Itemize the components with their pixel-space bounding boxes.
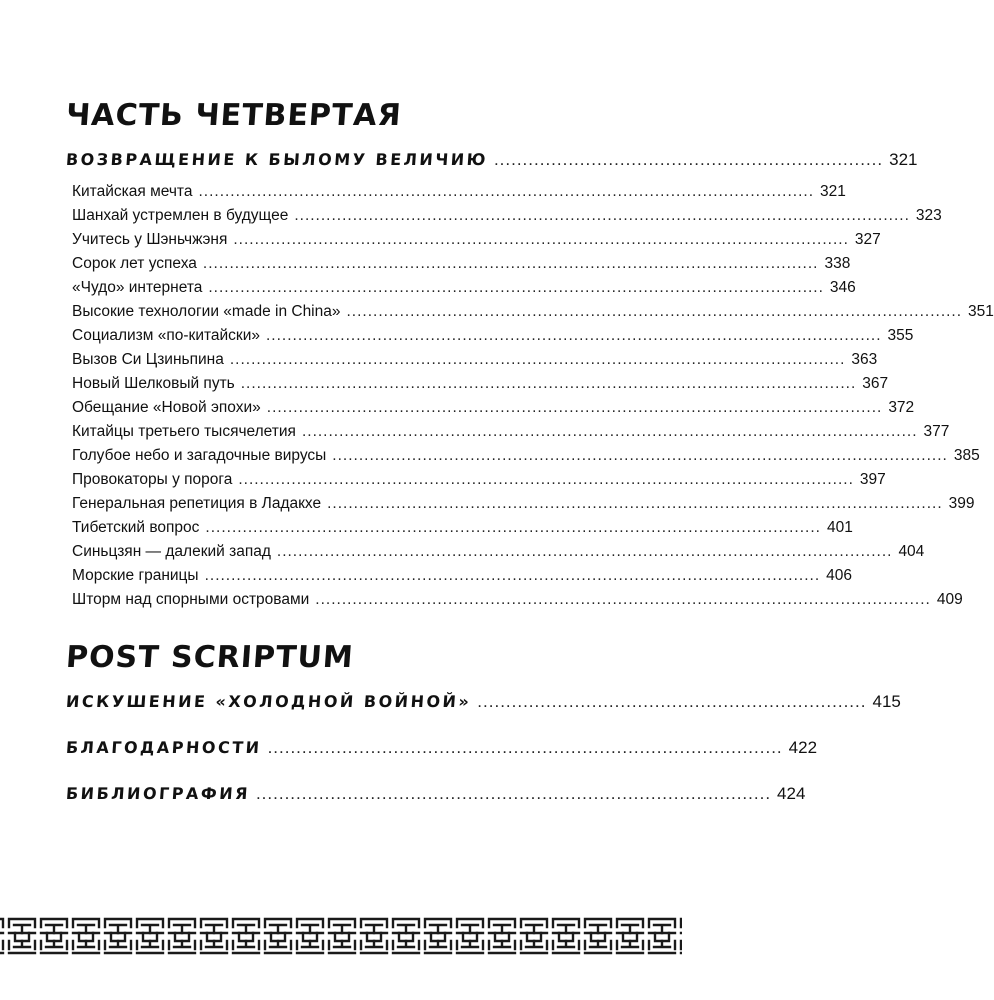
toc-item-label: Социализм «по-китайски» bbox=[72, 327, 260, 344]
page-number: 327 bbox=[854, 231, 881, 248]
dot-leader: .................................................................................................................... bbox=[233, 231, 849, 248]
toc-item-label: Синьцзян — далекий запад bbox=[72, 543, 271, 560]
toc-item[interactable] bbox=[72, 303, 994, 327]
page-number: 409 bbox=[936, 591, 963, 608]
toc-item-label: Провокаторы у порога bbox=[72, 471, 233, 488]
dot-leader: .................................................................................................................... bbox=[266, 399, 883, 416]
page-number: 351 bbox=[968, 303, 994, 320]
toc-item-label: Китайская мечта bbox=[72, 183, 193, 200]
dot-leader: .................................................................................................................... bbox=[202, 255, 819, 272]
chapter-label: БЛАГОДАРНОСТИ bbox=[65, 738, 263, 757]
chapter-entry-return-to-greatness[interactable] bbox=[65, 150, 918, 174]
toc-item[interactable] bbox=[72, 519, 853, 543]
toc-item[interactable] bbox=[72, 495, 975, 519]
toc-item[interactable] bbox=[72, 327, 914, 351]
dot-leader: .................................................................................................................... bbox=[204, 567, 821, 584]
dot-leader: .................................................................................................................... bbox=[315, 591, 931, 608]
page-number: 363 bbox=[851, 351, 878, 368]
toc-item[interactable] bbox=[72, 423, 950, 447]
page-number: 406 bbox=[826, 567, 852, 584]
chapter-entry-cold-war-temptation[interactable] bbox=[65, 692, 901, 716]
toc-item[interactable] bbox=[72, 183, 846, 207]
toc-item-label: Голубое небо и загадочные вирусы bbox=[72, 447, 327, 464]
dot-leader: .................................................................................................................... bbox=[229, 351, 846, 368]
page-number: 397 bbox=[859, 471, 886, 488]
toc-item-label: Морские границы bbox=[72, 567, 199, 584]
page-number: 377 bbox=[923, 423, 950, 440]
toc-item[interactable] bbox=[72, 591, 963, 615]
toc-item-label: Вызов Си Цзиньпина bbox=[72, 351, 224, 368]
toc-item-label: Высокие технологии «made in China» bbox=[72, 303, 341, 320]
chapter-label: БИБЛИОГРАФИЯ bbox=[65, 784, 251, 803]
page-number: 401 bbox=[826, 519, 853, 536]
toc-item[interactable] bbox=[72, 567, 852, 591]
toc-item[interactable] bbox=[72, 279, 856, 303]
page-number: 422 bbox=[788, 738, 818, 757]
dot-leader: .................................................................................................................... bbox=[276, 543, 893, 560]
page-number: 404 bbox=[898, 543, 925, 560]
toc-item[interactable] bbox=[72, 471, 886, 495]
dot-leader: .................................................................................................................... bbox=[346, 303, 963, 320]
toc-item-label: Учитесь у Шэньчжэня bbox=[72, 231, 228, 248]
greek-fret-border-icon bbox=[0, 914, 682, 958]
dot-leader: .......................................................................................... bbox=[255, 784, 772, 803]
toc-item-label: Генеральная репетиция в Ладакхе bbox=[72, 495, 322, 512]
page-number: 424 bbox=[777, 784, 806, 803]
chapter-label: ИСКУШЕНИЕ «ХОЛОДНОЙ ВОЙНОЙ» bbox=[65, 692, 472, 711]
dot-leader: .......................................................................................... bbox=[267, 738, 783, 757]
page-number: 321 bbox=[889, 150, 918, 169]
toc-item-label: Обещание «Новой эпохи» bbox=[72, 399, 261, 416]
part-four-title: ЧАСТЬ ЧЕТВЕРТАЯ bbox=[64, 98, 403, 133]
dot-leader: .................................................................................................................... bbox=[238, 471, 854, 488]
toc-item[interactable] bbox=[72, 255, 851, 279]
page-number: 385 bbox=[953, 447, 980, 464]
toc-item[interactable] bbox=[72, 351, 878, 375]
toc-item-label: Шторм над спорными островами bbox=[72, 591, 310, 608]
dot-leader: .................................................................... bbox=[493, 150, 884, 169]
page-number: 346 bbox=[829, 279, 856, 296]
dot-leader: .................................................................................................................... bbox=[198, 183, 815, 200]
dot-leader: .................................................................................................................... bbox=[332, 447, 948, 464]
dot-leader: .................................................................................................................... bbox=[205, 519, 821, 536]
chapter-entry-acknowledgements[interactable] bbox=[65, 738, 818, 762]
toc-item-label: Тибетский вопрос bbox=[72, 519, 200, 536]
page-number: 338 bbox=[824, 255, 851, 272]
page-number: 321 bbox=[820, 183, 846, 200]
toc-item[interactable] bbox=[72, 543, 925, 567]
dot-leader: .................................................................................................................... bbox=[240, 375, 857, 392]
toc-item-label: Сорок лет успеха bbox=[72, 255, 197, 272]
toc-item[interactable] bbox=[72, 231, 881, 255]
dot-leader: .................................................................... bbox=[477, 692, 867, 711]
toc-item-label: Китайцы третьего тысячелетия bbox=[72, 423, 296, 440]
toc-item-label: Шанхай устремлен в будущее bbox=[72, 207, 289, 224]
dot-leader: .................................................................................................................... bbox=[301, 423, 918, 440]
dot-leader: .................................................................................................................... bbox=[266, 327, 882, 344]
page-number: 323 bbox=[915, 207, 942, 224]
toc-item-label: «Чудо» интернета bbox=[72, 279, 203, 296]
toc-item[interactable] bbox=[72, 447, 980, 471]
dot-leader: .................................................................................................................... bbox=[294, 207, 910, 224]
chapter-label: ВОЗВРАЩЕНИЕ К БЫЛОМУ ВЕЛИЧИЮ bbox=[65, 150, 489, 169]
page-number: 415 bbox=[872, 692, 901, 711]
chapter-entry-bibliography[interactable] bbox=[65, 784, 806, 808]
dot-leader: .................................................................................................................... bbox=[208, 279, 824, 296]
post-scriptum-title: POST SCRIPTUM bbox=[64, 640, 355, 675]
page-number: 399 bbox=[948, 495, 975, 512]
page-number: 372 bbox=[888, 399, 915, 416]
page-number: 355 bbox=[887, 327, 914, 344]
page-number: 367 bbox=[862, 375, 889, 392]
toc-item[interactable] bbox=[72, 375, 889, 399]
dot-leader: .................................................................................................................... bbox=[327, 495, 943, 512]
toc-item[interactable] bbox=[72, 399, 915, 423]
toc-item-label: Новый Шелковый путь bbox=[72, 375, 235, 392]
toc-item[interactable] bbox=[72, 207, 942, 231]
